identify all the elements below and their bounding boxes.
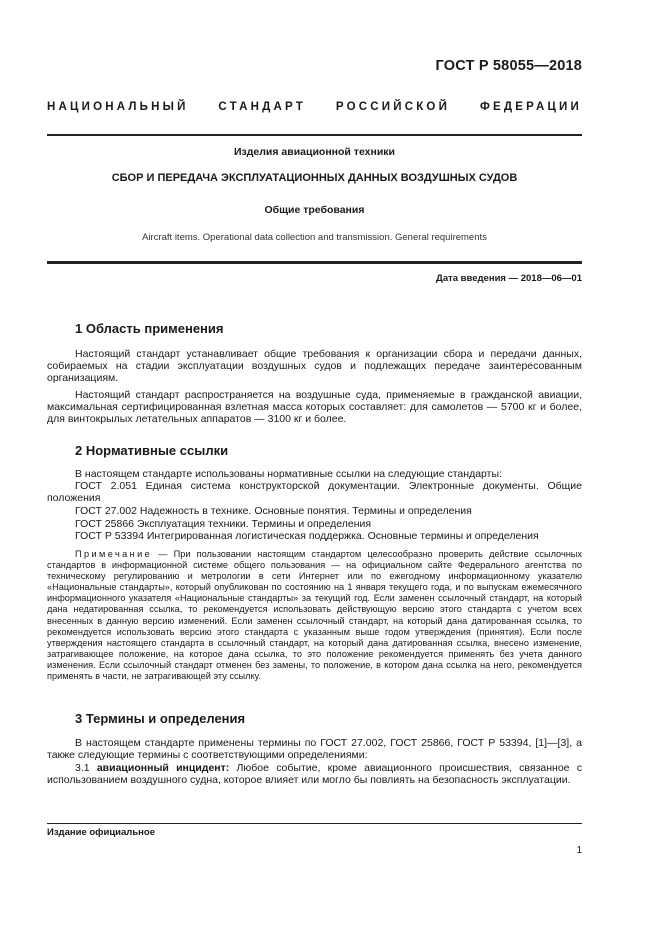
reference-item: ГОСТ Р 53394 Интегрированная логистическая поддержка. Основные термины и определения — [75, 530, 539, 542]
standard-number: ГОСТ Р 58055—2018 — [435, 58, 582, 74]
reference-item: ГОСТ 2.051 Единая система конструкторской документации. Электронные документы. Общие положения — [47, 480, 582, 505]
section-3-intro: В настоящем стандарте применены термины по ГОСТ 27.002, ГОСТ 25866, ГОСТ Р 53394, [1]—[3], а также следующие термины с соответствующими определениями: — [47, 737, 582, 762]
official-edition-label: Издание официальное — [47, 827, 155, 838]
note-label: Примечание — [75, 549, 153, 559]
section-2-heading: 2 Нормативные ссылки — [75, 443, 229, 458]
english-title: Aircraft items. Operational data collection and transmission. General requirements — [142, 232, 487, 243]
section-3-heading: 3 Термины и определения — [75, 711, 246, 726]
page-number: 1 — [576, 845, 582, 856]
document-subtitle-general: Общие требования — [264, 204, 365, 216]
term-definition — [47, 762, 582, 786]
document-subtitle: Изделия авиационной техники — [233, 146, 395, 158]
term-definition-text: Любое событие, кроме авиационного происшествия, связанное с использованием воздушного судна, которое влияет или могло бы повлиять на безопасность эксплуатации. — [47, 762, 582, 787]
section-1-paragraph-2: Настоящий стандарт распространяется на воздушные суда, применяемые в гражданской авиации, максимальная сертифицированная взлетная масса которых составляет: для самолетов — 5700 кг и более, для винтокрылых летательных аппаратов — 3100 кг и более. — [47, 389, 582, 426]
section-1-heading: 1 Область применения — [75, 321, 224, 336]
top-divider — [47, 134, 582, 136]
document-title: СБОР И ПЕРЕДАЧА ЭКСПЛУАТАЦИОННЫХ ДАННЫХ ВОЗДУШНЫХ СУДОВ — [111, 172, 518, 184]
footer-divider — [47, 823, 582, 824]
note-text: — При пользовании настоящим стандартом целесообразно проверить действие ссылочных стандартов в информационной системе общего пользования — на официальном сайте Федерального агентства по техническому регулированию и метрологии в сети Интернет или по ежегодному информационному указателю «Национальные стандарты», который опубликован по состоянию на 1 января текущего года, и по выпускам ежемесячного информационного указателя «Национальные стандарты» за текущий год. Если заменен ссылочный стандарт, на который дана недатированная ссылка, то рекомендуется использовать действующую версию этого стандарта с учетом всех внесенных в данную версию изменений. Если заменен ссылочный стандарт, на который дана датированная ссылка, то рекомендуется использовать версию этого стандарта с указанным выше годом утверждения (принятия). Если после утверждения настоящего стандарта в ссылочный стандарт, на который дана датированная ссылка, внесено изменение, затрагивающее положение, на которое дана ссылка, то это положение рекомендуется применять без учета данного изменения. Если ссылочный стандарт отменен без замены, то положение, в котором дана ссылка на него, рекомендуется применять в части, не затрагивающей эту ссылку. — [47, 549, 582, 682]
section-1-paragraph-1: Настоящий стандарт устанавливает общие требования к организации сбора и передачи данных, собираемых на стадии эксплуатации воздушных судов и подлежащих передаче заинтересованным организациям. — [47, 348, 582, 385]
reference-item: ГОСТ 27.002 Надежность в технике. Основные понятия. Термины и определения — [75, 505, 472, 517]
references-note — [47, 549, 582, 682]
reference-item: ГОСТ 25866 Эксплуатация техники. Термины и определения — [75, 518, 372, 530]
term-name: авиационный инцидент: — [96, 762, 230, 774]
national-standard-banner: НАЦИОНАЛЬНЫЙ СТАНДАРТ РОССИЙСКОЙ ФЕДЕРАЦИИ — [47, 101, 582, 113]
introduction-date: Дата введения — 2018—06—01 — [436, 273, 582, 284]
title-divider — [47, 261, 582, 264]
section-2-intro: В настоящем стандарте использованы нормативные ссылки на следующие стандарты: — [75, 468, 502, 480]
term-number: 3.1 — [75, 762, 90, 774]
